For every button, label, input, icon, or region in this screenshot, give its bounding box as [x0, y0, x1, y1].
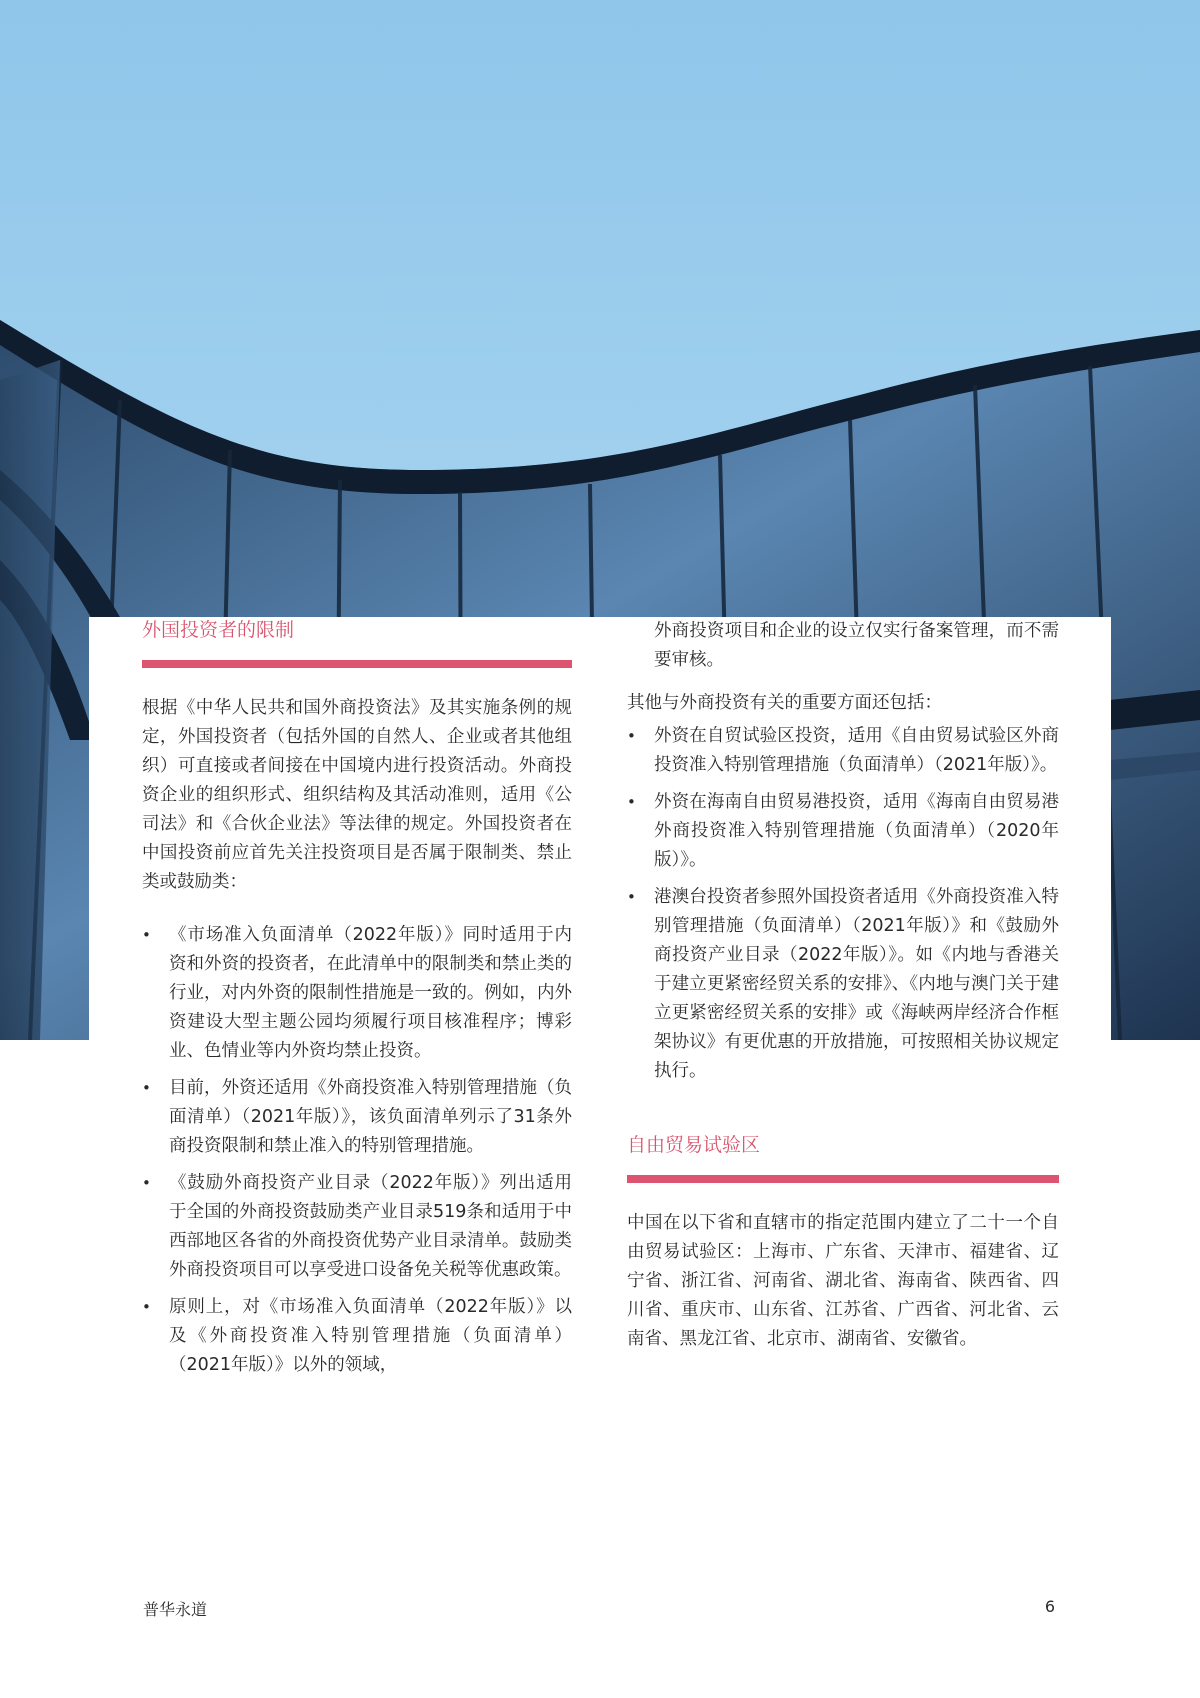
list-item: • 原则上，对《市场准入负面清单（2022年版）》以及《外商投资准入特别管理措施（负面清单）（2021年版）》以外的领域，	[142, 1293, 572, 1380]
other-aspects-intro: 其他与外商投资有关的重要方面还包括：	[627, 693, 942, 713]
other-aspects-bullet-list	[627, 722, 1059, 1086]
footer-brand: 普华永道	[143, 1600, 208, 1619]
list-item: • 《鼓励外商投资产业目录（2022年版）》列出适用于全国的外商投资鼓励类产业目录519条和适用于中西部地区各省的外商投资优势产业目录清单。鼓励类外商投资项目可以享受进口设备免关税等优惠政策。	[142, 1169, 572, 1285]
list-item: • 外资在自贸试验区投资，适用《自由贸易试验区外商投资准入特别管理措施（负面清单）（2021年版）》。	[627, 722, 1059, 780]
bullet-continuation-text: 外商投资项目和企业的设立仅实行备案管理，而不需要审核。	[654, 621, 1059, 670]
restrictions-intro-paragraph: 根据《中华人民共和国外商投资法》及其实施条例的规定，外国投资者（包括外国的自然人、企业或者其他组织）可直接或者间接在中国境内进行投资活动。外商投资企业的组织形式、组织结构及其活动准则，适用《公司法》和《合伙企业法》等法律的规定。外国投资者在中国投资前应首先关注投资项目是否属于限制类、禁止类或鼓励类：	[142, 698, 572, 892]
list-item: • 《市场准入负面清单（2022年版）》同时适用于内资和外资的投资者，在此清单中的限制类和禁止类的行业，对内外资的限制性措施是一致的。例如，内外资建设大型主题公园均须履行项目核准程序；博彩业、色情业等内外资均禁止投资。	[142, 921, 572, 1066]
page-number: 6	[1044, 1597, 1055, 1616]
content-card	[89, 617, 1111, 1617]
list-item: • 目前，外资还适用《外商投资准入特别管理措施（负面清单）（2021年版）》，该负面清单列示了31条外商投资限制和禁止准入的特别管理措施。	[142, 1074, 572, 1161]
section-heading-ftz: 自由贸易试验区	[627, 1132, 1059, 1183]
left-column	[142, 617, 572, 1388]
section-heading-restrictions: 外国投资者的限制	[142, 617, 572, 668]
ftz-body-paragraph: 中国在以下省和直辖市的指定范围内建立了二十一个自由贸易试验区：上海市、广东省、天津市、福建省、辽宁省、浙江省、河南省、湖北省、海南省、陕西省、四川省、重庆市、山东省、江苏省、广西省、河北省、云南省、黑龙江省、北京市、湖南省、安徽省。	[627, 1213, 1059, 1349]
list-item: • 外资在海南自由贸易港投资，适用《海南自由贸易港外商投资准入特别管理措施（负面清单）（2020年版）》。	[627, 788, 1059, 875]
right-column	[627, 617, 1059, 1354]
restrictions-bullet-list	[142, 921, 572, 1380]
list-item: • 港澳台投资者参照外国投资者适用《外商投资准入特别管理措施（负面清单）（2021年版）》和《鼓励外商投资产业目录（2022年版）》。如《内地与香港关于建立更紧密经贸关系的安排》、《内地与澳门关于建立更紧密经贸关系的安排》或《海峡两岸经济合作框架协议》有更优惠的开放措施，可按照相关协议规定执行。	[627, 883, 1059, 1086]
